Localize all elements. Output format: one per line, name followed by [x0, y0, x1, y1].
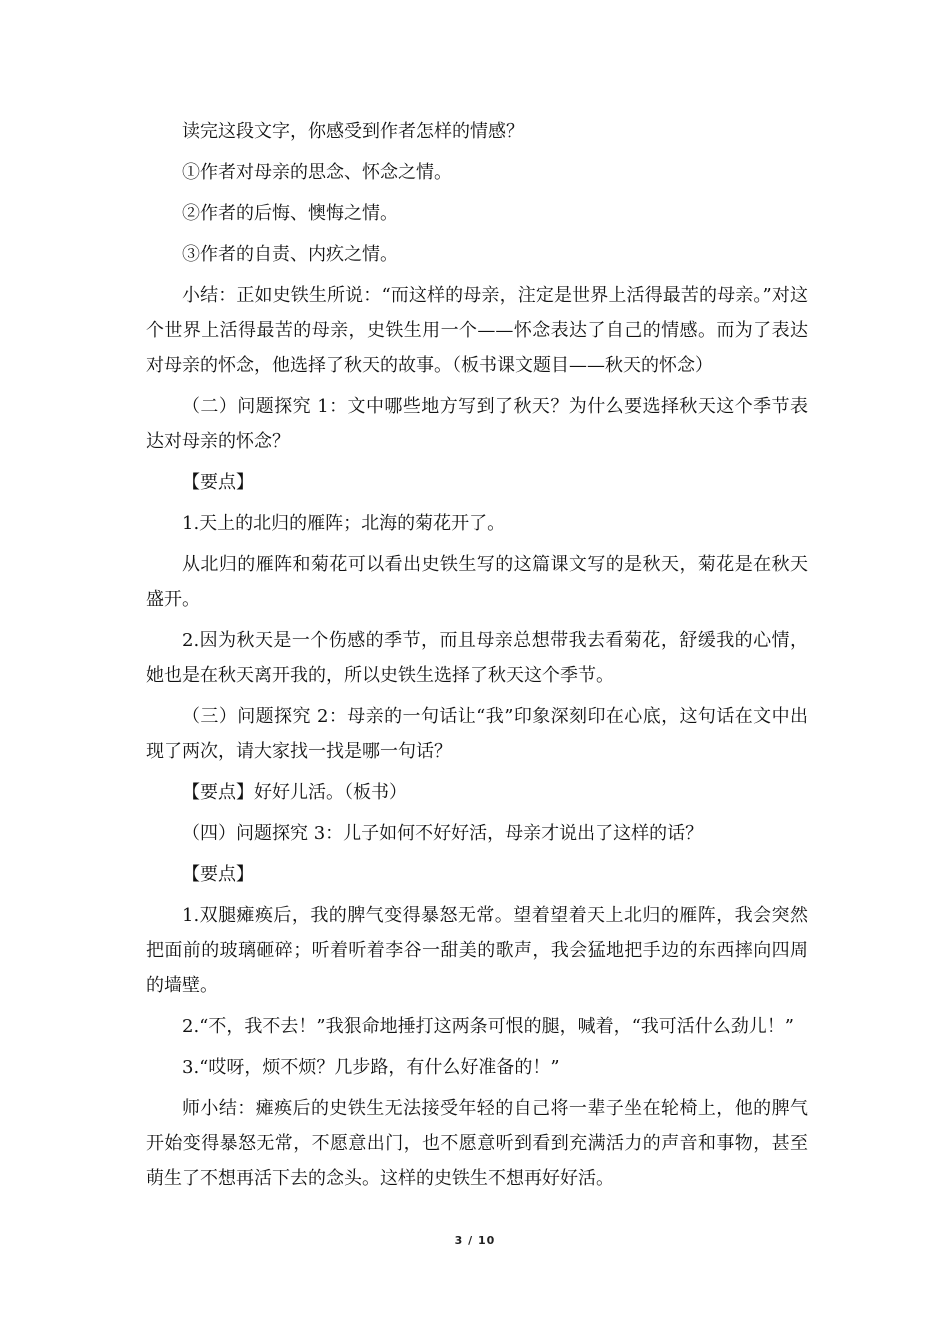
page-number: 3 / 10 [454, 1234, 496, 1247]
paragraph-teacher-summary: 师小结：瘫痪后的史铁生无法接受年轻的自己将一辈子坐在轮椅上，他的脾气开始变得暴怒无常，不愿意出门，也不愿意听到看到充满活力的声音和事物，甚至萌生了不想再活下去的念头。这样的史铁生不想再好好活。 [146, 1098, 808, 1189]
paragraph-key-points-heading-1: 【要点】 [182, 472, 254, 493]
document-body [146, 114, 808, 1196]
paragraph-answer-1: ①作者对母亲的思念、怀念之情。 [182, 162, 452, 183]
paragraph-inquiry-1: （二）问题探究 1：文中哪些地方写到了秋天？为什么要选择秋天这个季节表达对母亲的怀念？ [146, 396, 808, 452]
paragraph-answer-3: ③作者的自责、内疚之情。 [182, 244, 398, 265]
paragraph-point-1-1: 1.天上的北归的雁阵；北海的菊花开了。 [182, 513, 506, 534]
paragraph-answer-2: ②作者的后悔、懊悔之情。 [182, 203, 398, 224]
paragraph-point-1-explanation: 从北归的雁阵和菊花可以看出史铁生写的这篇课文写的是秋天，菊花是在秋天盛开。 [146, 554, 808, 610]
paragraph-question-feeling: 读完这段文字，你感受到作者怎样的情感？ [182, 121, 524, 142]
paragraph-inquiry-3: （四）问题探究 3：儿子如何不好好活，母亲才说出了这样的话？ [182, 823, 704, 844]
paragraph-summary: 小结：正如史铁生所说：“而这样的母亲，注定是世界上活得最苦的母亲。”对这个世界上活得最苦的母亲，史铁生用一个——怀念表达了自己的情感。而为了表达对母亲的怀念，他选择了秋天的故事。（板书课文题目——秋天的怀念） [146, 285, 808, 376]
paragraph-point-3-1: 1.双腿瘫痪后，我的脾气变得暴怒无常。望着望着天上北归的雁阵，我会突然把面前的玻璃砸碎；听着听着李谷一甜美的歌声，我会猛地把手边的东西摔向四周的墙壁。 [146, 905, 808, 996]
paragraph-point-3-3: 3.“哎呀，烦不烦？几步路，有什么好准备的！” [182, 1057, 560, 1078]
paragraph-point-1-2: 2.因为秋天是一个伤感的季节，而且母亲总想带我去看菊花，舒缓我的心情，她也是在秋天离开我的，所以史铁生选择了秋天这个季节。 [146, 630, 808, 686]
paragraph-point-3-2: 2.“不，我不去！”我狠命地捶打这两条可恨的腿，喊着，“我可活什么劲儿！” [182, 1016, 794, 1037]
paragraph-key-points-2: 【要点】好好儿活。（板书） [182, 782, 407, 803]
paragraph-inquiry-2: （三）问题探究 2：母亲的一句话让“我”印象深刻印在心底，这句话在文中出现了两次，请大家找一找是哪一句话？ [146, 706, 808, 762]
paragraph-key-points-heading-3: 【要点】 [182, 864, 254, 885]
